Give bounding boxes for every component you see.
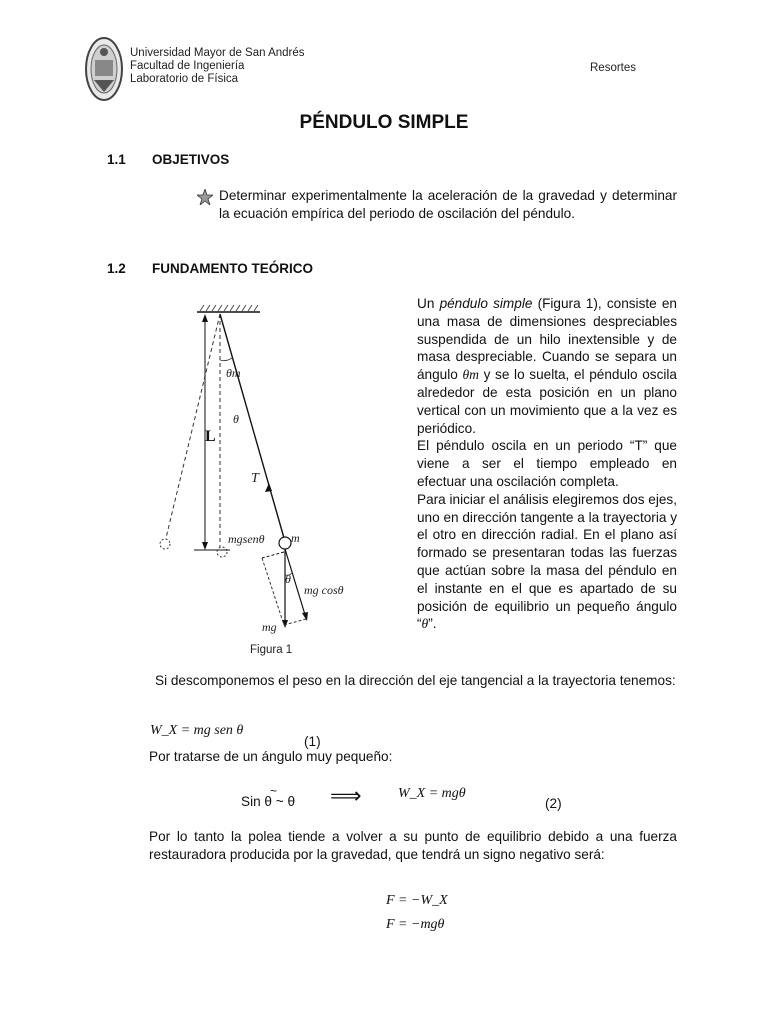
star-bullet-icon — [197, 189, 213, 205]
equation-1-number: (1) — [304, 734, 321, 749]
para-small-angle: Por tratarse de un ángulo muy pequeño: — [149, 749, 393, 764]
label-mass-m: m — [291, 531, 300, 545]
label-mg-sen: mgsenθ — [228, 532, 265, 546]
equation-2-number: (2) — [545, 796, 562, 811]
header-faculty: Facultad de Ingeniería — [130, 60, 245, 72]
section-2-number: 1.2 — [107, 261, 126, 276]
header-lab: Laboratorio de Física — [130, 73, 239, 85]
objective-text: Determinar experimentalmente la aceleración de la gravedad y determinar la ecuación empírica del periodo de oscilación del péndulo. — [219, 188, 677, 221]
equation-2: W_X = mgθ — [398, 786, 466, 801]
label-tension-T: T — [251, 471, 259, 486]
approx-tilde: ~ — [270, 784, 278, 798]
header-subject: Resortes — [590, 62, 637, 74]
theory-text-block: Un péndulo simple (Figura 1), consiste en una masa de dimensiones despreciables suspendida de un hilo inextensible y de masa despreciable. Cuando se separa un ángulo θm y se lo suelta, el péndulo oscila alrededor de esta posición en un plano vertical con un movimiento que a la vez es periódico. El péndulo oscila en un periodo “T” que viene a ser el tiempo empleado en efectuar una oscilación completa. Para iniciar el análisis elegiremos dos ejes, uno en dirección tangente a la trayectoria y el otro en dirección radial. En el plano así formado se presentaran todas las fuerzas que actúan sobre la masa del péndulo en el instante en el que es apartado de su posición de equilibrio un pequeño ángulo “θ”. — [417, 296, 677, 632]
label-mg-cos: mg cosθ — [304, 583, 344, 597]
figure-caption: Figura 1 — [250, 644, 293, 656]
para-decompose: Si descomponemos el peso en la dirección del eje tangencial a la trayectoria tenemos: — [155, 673, 676, 688]
equation-1: W_X = mg sen θ — [150, 723, 244, 738]
section-1-number: 1.1 — [107, 152, 126, 167]
label-length-L: L — [205, 428, 216, 445]
approx-text: Sin θ ~ θ — [241, 794, 296, 809]
header-university: Universidad Mayor de San Andrés — [130, 47, 305, 59]
label-theta-force: θ — [285, 572, 291, 586]
label-theta-string: θ — [233, 412, 239, 426]
para-restoring: Por lo tanto la polea tiende a volver a su punto de equilibrio debido a una fuerza restauradora producida por la gravedad, que tendrá un signo negativo será: — [149, 829, 677, 862]
section-2-title: FUNDAMENTO TEÓRICO — [152, 261, 313, 276]
implies-arrow-icon: ⟹ — [330, 784, 362, 809]
label-theta-max: θm — [226, 366, 241, 380]
label-mg: mg — [262, 620, 277, 634]
page-title: PÉNDULO SIMPLE — [299, 112, 469, 133]
equation-4: F = −mgθ — [386, 917, 445, 932]
equation-3: F = −W_X — [386, 893, 448, 908]
section-1-title: OBJETIVOS — [152, 152, 230, 167]
university-seal-logo — [84, 36, 124, 102]
